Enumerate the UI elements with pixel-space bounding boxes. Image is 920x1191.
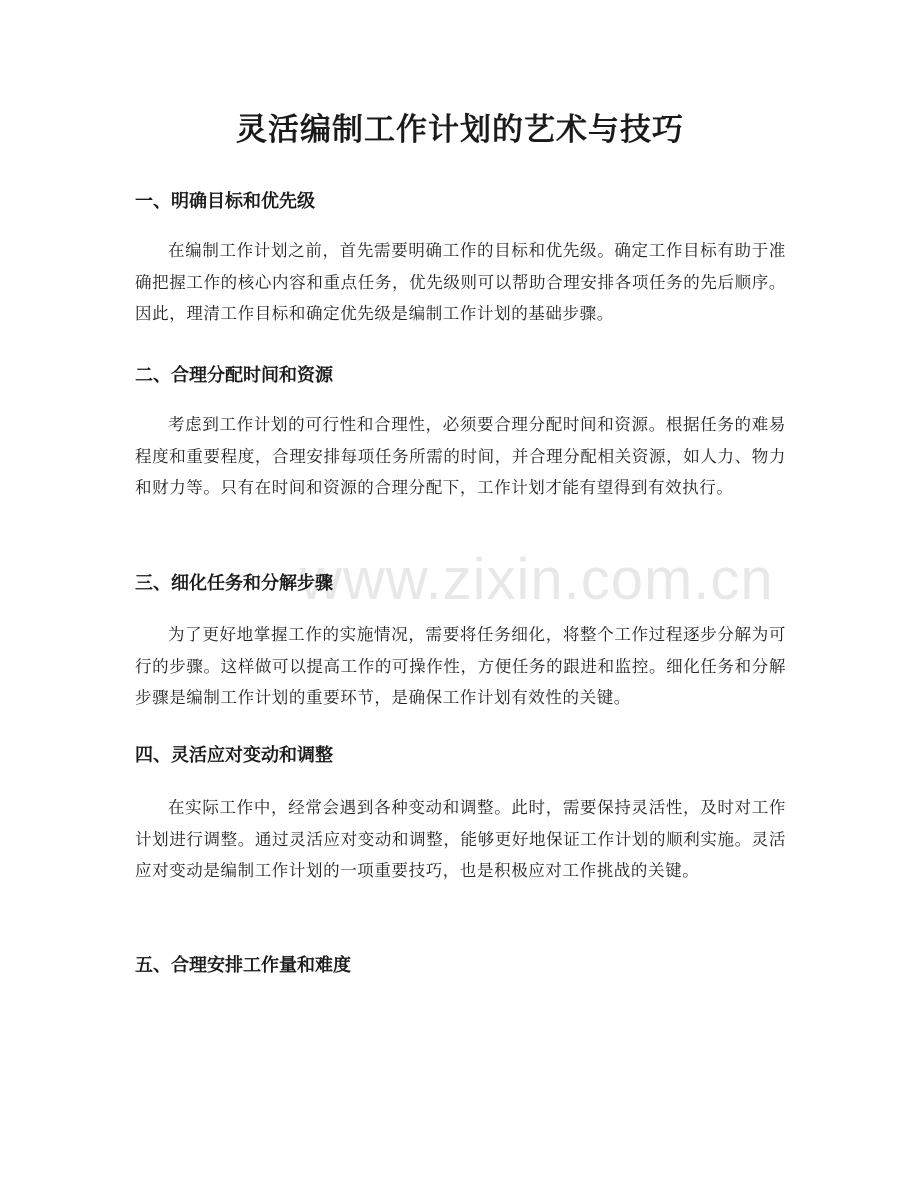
section-heading-1: 一、明确目标和优先级: [135, 191, 315, 212]
section-paragraph-2: 考虑到工作计划的可行性和合理性，必须要合理分配时间和资源。根据任务的难易程度和重要程度，合理安排每项任务所需的时间，并合理分配相关资源，如人力、物力和财力等。只有在时间和资源的合理分配下，工作计划才能有望得到有效执行。: [135, 415, 786, 497]
section-heading-5: 五、合理安排工作量和难度: [135, 955, 351, 976]
section-paragraph-4: 在实际工作中，经常会遇到各种变动和调整。此时，需要保持灵活性，及时对工作计划进行调整。通过灵活应对变动和调整，能够更好地保证工作计划的顺利实施。灵活应对变动是编制工作计划的一项重要技巧，也是积极应对工作挑战的关键。: [135, 798, 786, 880]
section-heading-3: 三、细化任务和分解步骤: [135, 573, 333, 594]
document-title: 灵活编制工作计划的艺术与技巧: [236, 112, 684, 148]
section-paragraph-3: 为了更好地掌握工作的实施情况，需要将任务细化，将整个工作过程逐步分解为可行的步骤。这样做可以提高工作的可操作性，方便任务的跟进和监控。细化任务和分解步骤是编制工作计划的重要环节，是确保工作计划有效性的关键。: [135, 625, 786, 707]
section-heading-2: 二、合理分配时间和资源: [135, 365, 333, 386]
watermark: www.zixin.com.cn: [300, 547, 774, 612]
section-paragraph-1: 在编制工作计划之前，首先需要明确工作的目标和优先级。确定工作目标有助于准确把握工作的核心内容和重点任务，优先级则可以帮助合理安排各项任务的先后顺序。因此，理清工作目标和确定优先级是编制工作计划的基础步骤。: [135, 241, 786, 323]
section-heading-4: 四、灵活应对变动和调整: [135, 745, 333, 766]
